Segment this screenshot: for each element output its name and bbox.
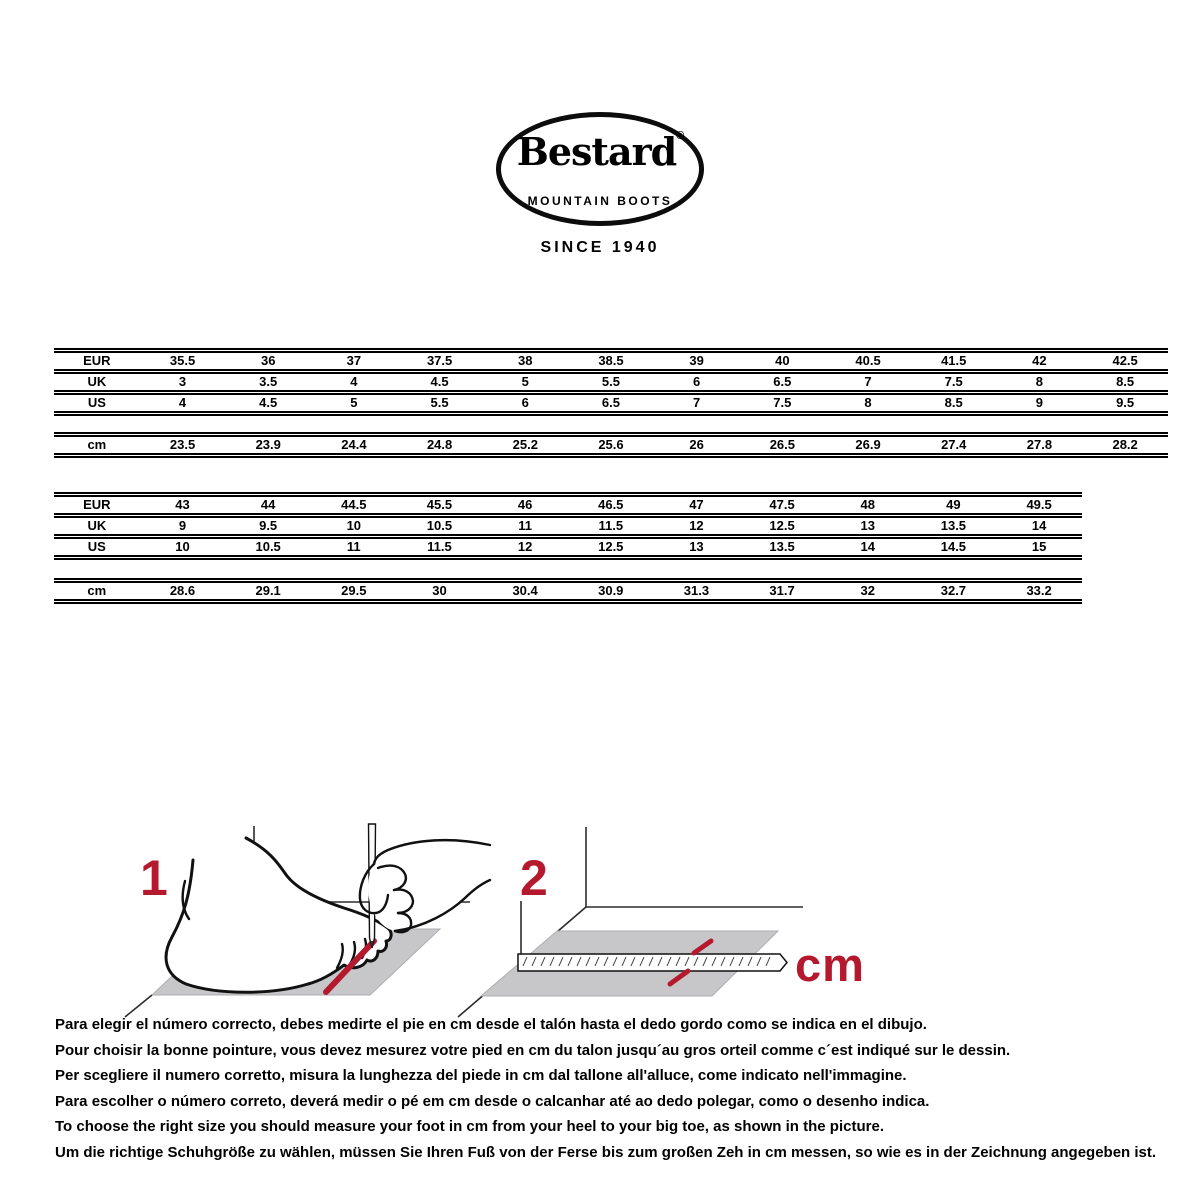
size-cell: 38.5 xyxy=(568,351,654,372)
size-cell: 13.5 xyxy=(911,516,997,537)
size-cell: 23.9 xyxy=(225,435,311,456)
size-cell: 10 xyxy=(140,537,226,558)
size-cell: 25.6 xyxy=(568,435,654,456)
instruction-line: Para elegir el número correcto, debes medirte el pie en cm desde el talón hasta el dedo gordo como se indica en el dibujo. xyxy=(55,1016,927,1033)
size-cell: 14.5 xyxy=(911,537,997,558)
size-cell: 46 xyxy=(482,495,568,516)
size-cell: 42 xyxy=(997,351,1083,372)
brand-subtitle: MOUNTAIN BOOTS xyxy=(527,194,673,208)
size-cell: 4 xyxy=(140,393,226,414)
size-cell: 10.5 xyxy=(225,537,311,558)
table-row xyxy=(54,581,1082,602)
size-cell: 5 xyxy=(482,372,568,393)
size-cell: 24.4 xyxy=(311,435,397,456)
size-cell: 38 xyxy=(482,351,568,372)
size-cell: 14 xyxy=(825,537,911,558)
row-label: US xyxy=(54,393,140,414)
size-cell: 8.5 xyxy=(911,393,997,414)
size-cell: 7 xyxy=(825,372,911,393)
step2-illustration xyxy=(458,827,865,1017)
size-cell: 39 xyxy=(654,351,740,372)
table-row xyxy=(54,495,1082,516)
table-row xyxy=(54,372,1168,393)
row-label: cm xyxy=(54,581,140,602)
size-cell: 12 xyxy=(654,516,740,537)
measurement-illustration xyxy=(90,806,910,1020)
table-row xyxy=(54,435,1168,456)
registered-mark: ® xyxy=(676,130,684,142)
size-cell: 33.2 xyxy=(996,581,1082,602)
cm-table-lower xyxy=(54,578,1082,604)
size-cell: 32.7 xyxy=(911,581,997,602)
size-cell: 5 xyxy=(311,393,397,414)
size-cell: 29.5 xyxy=(311,581,397,602)
brand-logo xyxy=(0,112,1200,257)
size-cell: 7.5 xyxy=(911,372,997,393)
row-label: EUR xyxy=(54,351,140,372)
size-cell: 27.8 xyxy=(997,435,1083,456)
size-cell: 9.5 xyxy=(1082,393,1168,414)
cm-label: cm xyxy=(795,938,865,991)
instruction-line: Pour choisir la bonne pointure, vous devez mesurez votre pied en cm du talon jusqu´au gros orteil comme c´est indiqué sur le dessin. xyxy=(55,1041,1011,1059)
brand-name xyxy=(501,129,699,174)
size-cell: 37.5 xyxy=(397,351,483,372)
size-cell: 48 xyxy=(825,495,911,516)
size-cell: 47.5 xyxy=(739,495,825,516)
size-cell: 44 xyxy=(225,495,311,516)
row-label: cm xyxy=(54,435,140,456)
size-cell: 31.3 xyxy=(654,581,740,602)
size-cell: 8 xyxy=(997,372,1083,393)
size-cell: 24.8 xyxy=(397,435,483,456)
step1-illustration xyxy=(125,824,490,1017)
size-cell: 45.5 xyxy=(397,495,483,516)
size-cell: 28.2 xyxy=(1082,435,1168,456)
logo-oval xyxy=(496,112,704,226)
brand-since: SINCE 1940 xyxy=(540,239,660,256)
size-cell: 41.5 xyxy=(911,351,997,372)
size-cell: 12.5 xyxy=(568,537,654,558)
table-row xyxy=(54,516,1082,537)
size-cell: 9 xyxy=(140,516,226,537)
table-row xyxy=(54,537,1082,558)
size-cell: 6 xyxy=(482,393,568,414)
size-table-lower xyxy=(54,492,1082,560)
size-cell: 44.5 xyxy=(311,495,397,516)
cm-table-upper xyxy=(54,432,1168,458)
size-cell: 28.6 xyxy=(140,581,226,602)
size-cell: 31.7 xyxy=(739,581,825,602)
size-cell: 6 xyxy=(654,372,740,393)
instructions-block xyxy=(55,1012,1167,1165)
brand-wordmark: Bestard xyxy=(516,129,677,174)
size-cell: 3.5 xyxy=(225,372,311,393)
size-table-upper xyxy=(54,348,1168,416)
size-cell: 23.5 xyxy=(140,435,226,456)
size-cell: 49.5 xyxy=(996,495,1082,516)
size-cell: 30.4 xyxy=(482,581,568,602)
size-cell: 46.5 xyxy=(568,495,654,516)
size-cell: 7.5 xyxy=(740,393,826,414)
step2-number: 2 xyxy=(520,850,548,906)
size-cell: 10 xyxy=(311,516,397,537)
size-cell: 9.5 xyxy=(225,516,311,537)
hand-fill xyxy=(368,842,490,931)
step1-number: 1 xyxy=(140,850,168,906)
size-cell: 10.5 xyxy=(397,516,483,537)
size-cell: 26.5 xyxy=(740,435,826,456)
size-cell: 8.5 xyxy=(1082,372,1168,393)
size-cell: 11 xyxy=(311,537,397,558)
table-row xyxy=(54,393,1168,414)
size-cell: 40 xyxy=(740,351,826,372)
table-row xyxy=(54,351,1168,372)
size-cell: 7 xyxy=(654,393,740,414)
size-cell: 6.5 xyxy=(740,372,826,393)
size-cell: 43 xyxy=(140,495,226,516)
row-label: US xyxy=(54,537,140,558)
size-cell: 8 xyxy=(825,393,911,414)
instruction-line: Para escolher o número correto, deverá medir o pé em cm desde o calcanhar até ao dedo polegar, como o desenho indica. xyxy=(55,1092,930,1110)
row-label: UK xyxy=(54,516,140,537)
size-cell: 13 xyxy=(825,516,911,537)
size-cell: 49 xyxy=(911,495,997,516)
size-cell: 27.4 xyxy=(911,435,997,456)
size-cell: 12 xyxy=(482,537,568,558)
instruction-line: Um die richtige Schuhgröße zu wählen, müssen Sie Ihren Fuß von der Ferse bis zum großen Zeh in cm messen, so wie es in der Zeichnung angegeben ist. xyxy=(55,1143,1157,1161)
size-cell: 36 xyxy=(225,351,311,372)
size-cell: 11.5 xyxy=(568,516,654,537)
size-cell: 14 xyxy=(996,516,1082,537)
row-label: EUR xyxy=(54,495,140,516)
size-cell: 42.5 xyxy=(1082,351,1168,372)
size-cell: 11.5 xyxy=(397,537,483,558)
size-cell: 6.5 xyxy=(568,393,654,414)
size-cell: 35.5 xyxy=(140,351,226,372)
size-cell: 29.1 xyxy=(225,581,311,602)
ruler-icon xyxy=(518,954,787,971)
size-cell: 40.5 xyxy=(825,351,911,372)
size-cell: 30 xyxy=(397,581,483,602)
size-cell: 5.5 xyxy=(397,393,483,414)
size-cell: 32 xyxy=(825,581,911,602)
size-cell: 15 xyxy=(996,537,1082,558)
size-cell: 26.9 xyxy=(825,435,911,456)
size-cell: 47 xyxy=(654,495,740,516)
size-cell: 25.2 xyxy=(482,435,568,456)
size-cell: 13 xyxy=(654,537,740,558)
row-label: UK xyxy=(54,372,140,393)
size-cell: 9 xyxy=(997,393,1083,414)
size-cell: 26 xyxy=(654,435,740,456)
size-cell: 5.5 xyxy=(568,372,654,393)
size-cell: 4.5 xyxy=(225,393,311,414)
size-cell: 4 xyxy=(311,372,397,393)
size-cell: 37 xyxy=(311,351,397,372)
size-cell: 13.5 xyxy=(739,537,825,558)
instruction-line: Per scegliere il numero corretto, misura la lunghezza del piede in cm dal tallone all'alluce, come indicato nell'immagine. xyxy=(55,1067,907,1084)
size-cell: 11 xyxy=(482,516,568,537)
size-cell: 4.5 xyxy=(397,372,483,393)
size-cell: 30.9 xyxy=(568,581,654,602)
size-cell: 12.5 xyxy=(739,516,825,537)
instruction-line: To choose the right size you should measure your foot in cm from your heel to your big toe, as shown in the picture. xyxy=(55,1118,884,1135)
size-cell: 3 xyxy=(140,372,226,393)
